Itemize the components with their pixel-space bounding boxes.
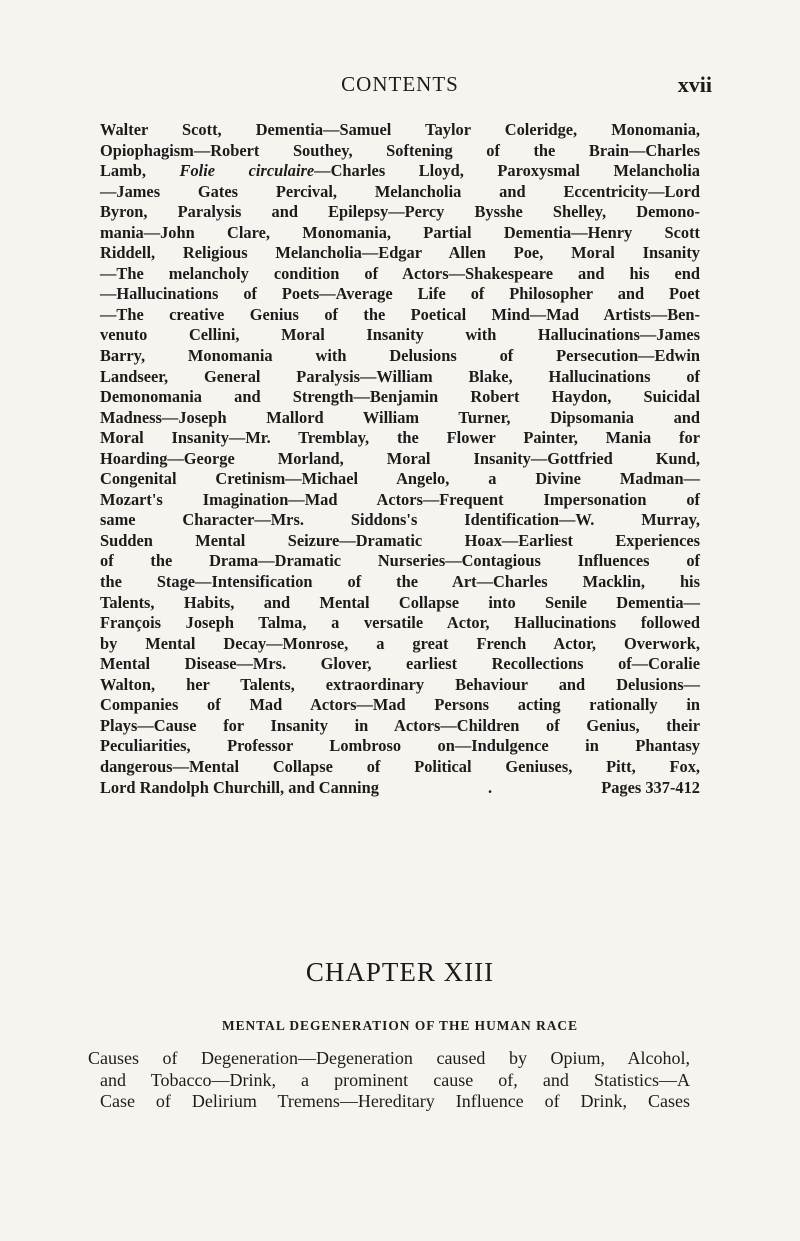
page-range: Pages 337-412	[601, 777, 700, 797]
running-title: CONTENTS	[341, 72, 459, 96]
text-line: Moral Insanity—Mr. Tremblay, the Flower Painter, Mania for	[100, 428, 700, 448]
page-header	[0, 72, 800, 102]
text-line: —The creative Genius of the Poetical Mind—Mad Artists—Ben-	[100, 304, 700, 324]
chapter-heading: CHAPTER XIII	[305, 957, 495, 987]
text-line: Case of Delirium Tremens—Hereditary Influence of Drink, Cases	[100, 1091, 690, 1111]
text-line: of the Drama—Dramatic Nurseries—Contagious Influences of	[100, 551, 700, 571]
text-line: François Joseph Talma, a versatile Actor, Hallucinations followed	[100, 613, 700, 633]
text-line: mania—John Clare, Monomania, Partial Dementia—Henry Scott	[100, 222, 700, 242]
text-line: Riddell, Religious Melancholia—Edgar Allen Poe, Moral Insanity	[100, 243, 700, 263]
text-fragment: —Charles Lloyd, Paroxysmal Melancholia	[314, 161, 700, 181]
leader-dot: .	[488, 777, 493, 797]
text-line: and Tobacco—Drink, a prominent cause of, and Statistics—A	[100, 1069, 690, 1090]
entry-last-line	[100, 778, 700, 799]
text-line: Walter Scott, Dementia—Samuel Taylor Coleridge, Monomania,	[100, 120, 700, 139]
text-line: Causes of Degeneration—Degeneration caused by Opium, Alcohol,	[88, 1048, 690, 1068]
text-line: Opiophagism—Robert Southey, Softening of the Brain—Charles	[100, 140, 700, 160]
page-number: xvii	[677, 72, 712, 97]
contents-entry	[100, 120, 700, 798]
text-fragment: Lamb,	[100, 161, 180, 181]
text-line: Plays—Cause for Insanity in Actors—Children of Genius, their	[100, 715, 700, 735]
italic-phrase: Folie circulaire	[179, 161, 315, 181]
text-line: venuto Cellini, Moral Insanity with Hallucinations—James	[100, 325, 700, 345]
text-line: by Mental Decay—Monrose, a great French Actor, Overwork,	[100, 633, 700, 653]
text-line: Walton, her Talents, extraordinary Behaviour and Delusions—	[100, 674, 700, 694]
text-line: Companies of Mad Actors—Mad Persons acting rationally in	[100, 695, 700, 715]
text-line: Barry, Monomania with Delusions of Persecution—Edwin	[100, 346, 700, 366]
text-line: Sudden Mental Seizure—Dramatic Hoax—Earliest Experiences	[100, 530, 700, 550]
text-line: Peculiarities, Professor Lombroso on—Indulgence in Phantasy	[100, 736, 700, 756]
text-line: Demonomania and Strength—Benjamin Robert Haydon, Suicidal	[100, 387, 700, 407]
text-line: Hoarding—George Morland, Moral Insanity—Gottfried Kund,	[100, 448, 700, 468]
text-line: —The melancholy condition of Actors—Shakespeare and his end	[100, 263, 700, 283]
chapter-summary	[88, 1048, 690, 1113]
text-line: Byron, Paralysis and Epilepsy—Percy Bysshe Shelley, Demono-	[100, 202, 700, 222]
text-line: Mental Disease—Mrs. Glover, earliest Recollections of—Coralie	[100, 654, 700, 674]
text-line: Landseer, General Paralysis—William Blake, Hallucinations of	[100, 366, 700, 386]
text-line: —James Gates Percival, Melancholia and Eccentricity—Lord	[100, 181, 700, 201]
text-line: the Stage—Intensification of the Art—Charles Macklin, his	[100, 572, 700, 592]
text-line: Mozart's Imagination—Mad Actors—Frequent Impersonation of	[100, 489, 700, 509]
text-line: Madness—Joseph Mallord William Turner, Dipsomania and	[100, 407, 700, 427]
text-line: Talents, Habits, and Mental Collapse into Senile Dementia—	[100, 592, 700, 612]
text-line: dangerous—Mental Collapse of Political Geniuses, Pitt, Fox,	[100, 756, 700, 776]
text-line: —Hallucinations of Poets—Average Life of Philosopher and Poet	[100, 284, 700, 304]
text-line: Congenital Cretinism—Michael Angelo, a Divine Madman—	[100, 469, 700, 489]
chapter-title: MENTAL DEGENERATION OF THE HUMAN RACE	[221, 1018, 579, 1033]
text-fragment: Lord Randolph Churchill, and Canning	[100, 777, 379, 797]
text-line: same Character—Mrs. Siddons's Identification—W. Murray,	[100, 510, 700, 530]
text-line	[100, 161, 700, 182]
